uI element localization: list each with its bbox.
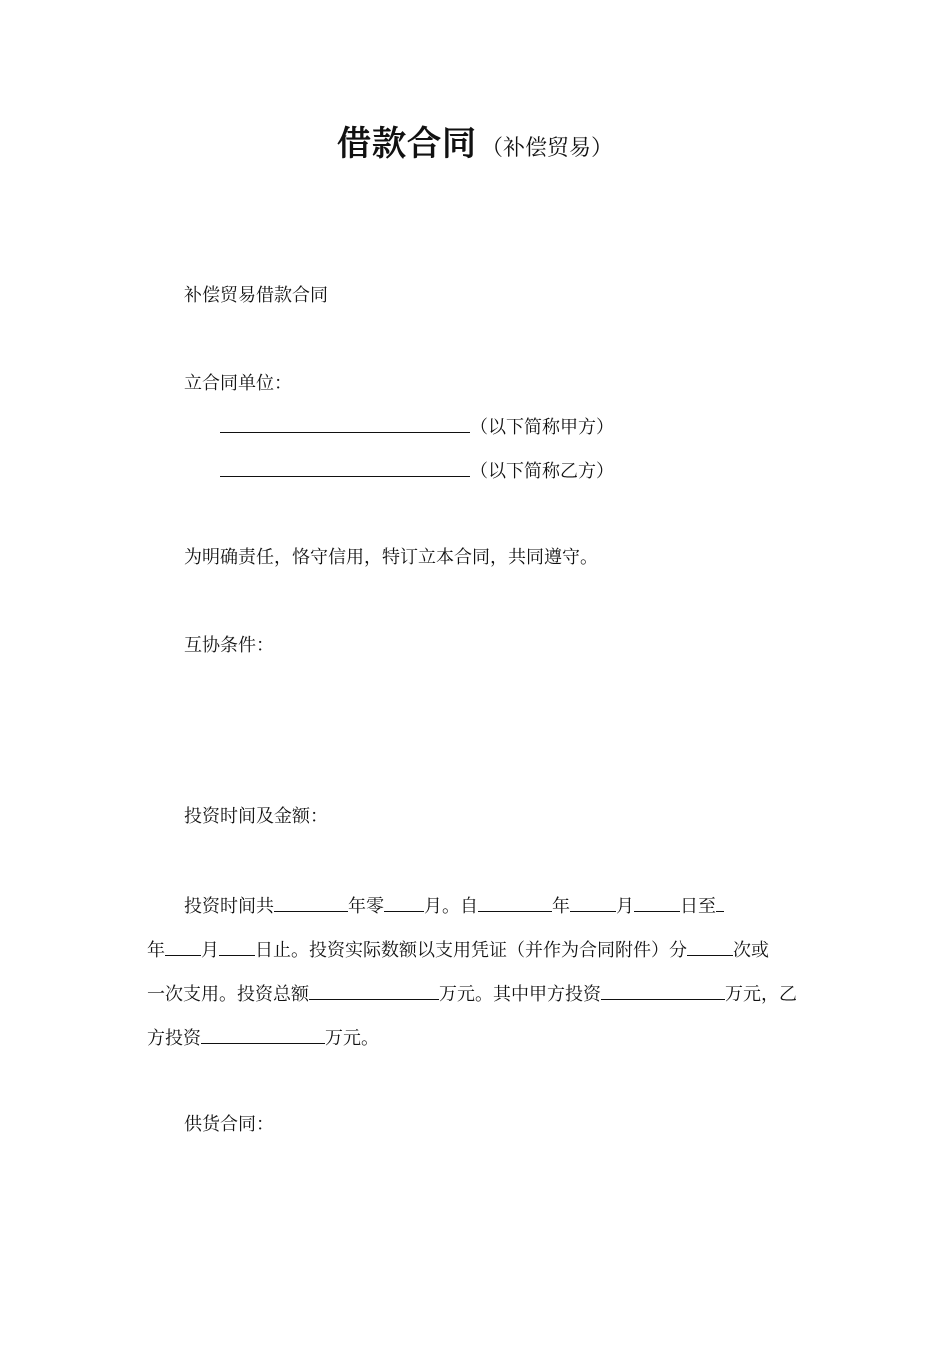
- investment-line-3: [147, 981, 797, 1007]
- parties-label: 立合同单位：: [184, 373, 292, 394]
- text-fragment: 日止。投资实际数额以支用凭证（并作为合同附件）分: [255, 940, 687, 961]
- end-month-blank[interactable]: [165, 937, 201, 956]
- text-fragment: 投资时间共: [184, 896, 274, 917]
- years-blank[interactable]: [274, 893, 348, 912]
- party-b-investment-blank[interactable]: [201, 1025, 325, 1044]
- party-b-blank[interactable]: [220, 458, 470, 477]
- party-b-line: [220, 458, 614, 484]
- installments-blank[interactable]: [687, 937, 733, 956]
- text-fragment: 年零: [348, 896, 384, 917]
- investment-line-2: [147, 937, 769, 963]
- title-subtitle: （补偿贸易）: [480, 136, 613, 161]
- investment-line-1: [184, 893, 724, 919]
- text-fragment: 日至: [680, 896, 716, 917]
- text-fragment: 月: [616, 896, 634, 917]
- text-fragment: 万元。: [325, 1028, 379, 1049]
- text-fragment: 年: [147, 940, 165, 961]
- title-main: 借款合同: [336, 124, 477, 164]
- party-a-line: [220, 414, 614, 440]
- start-day-blank[interactable]: [634, 893, 680, 912]
- party-a-blank[interactable]: [220, 414, 470, 433]
- text-fragment: 年: [552, 896, 570, 917]
- text-fragment: 万元，乙: [725, 984, 797, 1005]
- text-fragment: 方投资: [147, 1028, 201, 1049]
- party-a-investment-blank[interactable]: [601, 981, 725, 1000]
- months-blank[interactable]: [384, 893, 424, 912]
- text-fragment: 一次支用。投资总额: [147, 984, 309, 1005]
- section-investment: 投资时间及金额：: [184, 806, 328, 827]
- end-year-blank-start[interactable]: [716, 893, 724, 912]
- preamble-text: 为明确责任，恪守信用，特订立本合同，共同遵守。: [184, 547, 598, 568]
- total-investment-blank[interactable]: [309, 981, 439, 1000]
- document-heading: 补偿贸易借款合同: [184, 285, 328, 306]
- start-year-blank[interactable]: [478, 893, 552, 912]
- text-fragment: 万元。其中甲方投资: [439, 984, 601, 1005]
- text-fragment: 次或: [733, 940, 769, 961]
- document-title: [0, 116, 950, 165]
- section-mutual-conditions: 互协条件：: [184, 635, 274, 656]
- start-month-blank[interactable]: [570, 893, 616, 912]
- investment-line-4: [147, 1025, 379, 1051]
- section-supply-contract: 供货合同：: [184, 1114, 274, 1135]
- party-b-suffix: （以下简称乙方）: [470, 461, 614, 482]
- text-fragment: 月。自: [424, 896, 478, 917]
- end-day-blank[interactable]: [219, 937, 255, 956]
- text-fragment: 月: [201, 940, 219, 961]
- party-a-suffix: （以下简称甲方）: [470, 417, 614, 438]
